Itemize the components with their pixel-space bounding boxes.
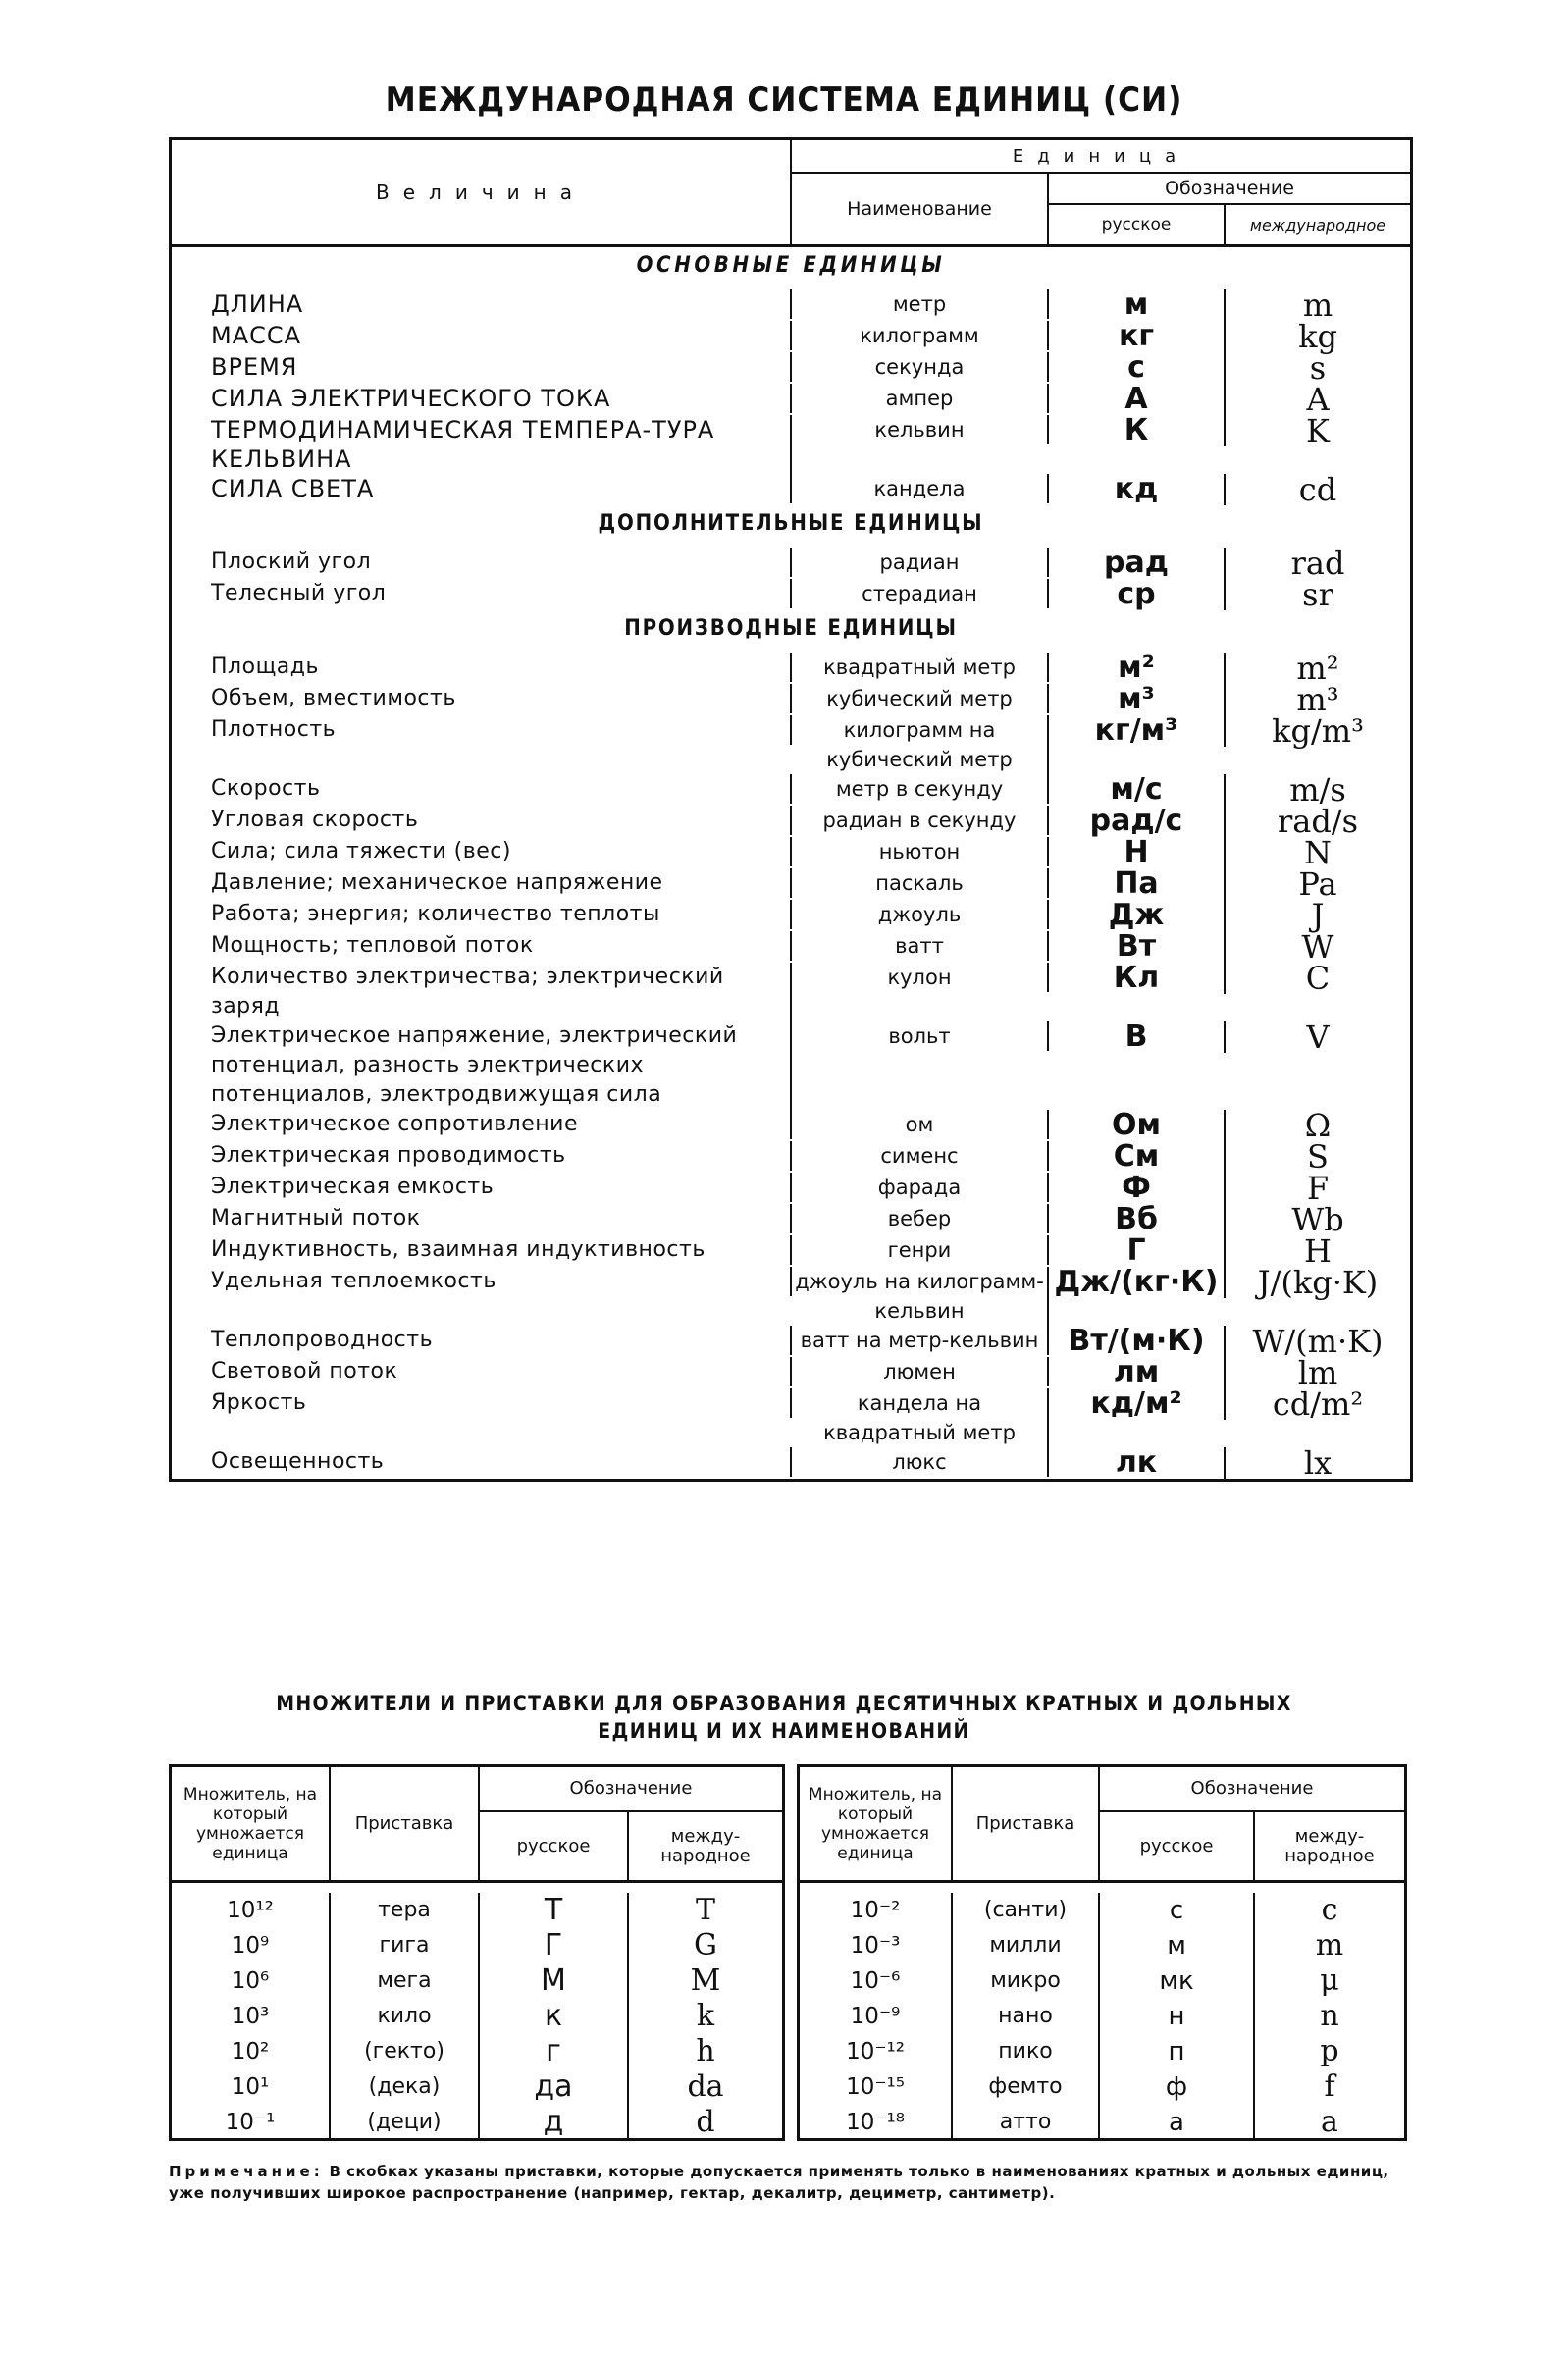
unit-name-cell: джоуль [792,900,1049,929]
unit-name-cell: генри [792,1235,1049,1265]
unit-name-cell: ватт [792,931,1049,961]
international-symbol-cell: da [687,2069,724,2104]
unit-name-cell: кандела на квадратный метр [792,1388,1049,1447]
quantity-cell: Яркость [172,1388,792,1418]
unit-name-cell: метр в секунду [792,774,1049,804]
international-symbol-cell: s [1309,349,1327,387]
prefix-name-cell: гига [331,1928,480,1963]
russian-symbol-cell: мк [1100,1963,1255,1999]
table-row [172,928,1410,966]
quantity-cell: Электрическое сопротивление [172,1110,792,1139]
international-symbol-cell: V [1306,1019,1330,1056]
table-row [172,545,1410,582]
russian-symbol-cell: Г [480,1928,629,1963]
international-symbol-cell: kg [1298,318,1337,355]
unit-name-cell: кандела [792,474,1049,503]
header-unit: Единица [792,140,1410,174]
footnote-text: В скобках указаны приставки, которые допускается применять только в наименованиях кратных и дольных единиц, уже получивших широкое распространение (например, гектар, декалитр, дециметр, сантиметр). [169,2163,1389,2202]
table-row [172,381,1410,418]
header-designation: Обозначение [1049,174,1410,205]
russian-symbol-cell: н [1100,1999,1255,2034]
unit-name-cell: ньютон [792,837,1049,866]
unit-name-cell: килограмм на кубический метр [792,715,1049,774]
prefix-name-cell: (дека) [331,2069,480,2105]
international-symbol-cell: J/(kg·K) [1257,1264,1379,1301]
table-row [172,681,1410,718]
header-multiplier: Множитель, на который умножается единица [800,1767,953,1880]
header-multiplier: Множитель, на который умножается единица [172,1767,331,1880]
quantity-cell: ТЕРМОДИНАМИЧЕСКАЯ ТЕМПЕРА-ТУРА КЕЛЬВИНА [172,415,792,474]
prefix-tables [169,1764,1407,2141]
russian-symbol-cell: Ом [1049,1110,1226,1141]
russian-symbol-cell: г [480,2034,629,2069]
prefix-table-right-header [800,1767,1404,1883]
header-international: международное [1249,215,1386,235]
prefix-table-left-body [172,1883,782,2140]
unit-name-cell: килограмм [792,321,1049,350]
multiplier-cell: 10⁻¹⁸ [800,2105,953,2140]
international-symbol-cell: p [1320,2034,1339,2068]
quantity-cell: Плотность [172,715,792,745]
quantity-cell: Мощность; тепловой поток [172,931,792,961]
prefix-row [172,1963,782,1999]
prefix-name-cell: (санти) [953,1893,1100,1928]
quantity-cell: Скорость [172,774,792,804]
russian-symbol-cell: да [480,2069,629,2105]
unit-name-cell: квадратный метр [792,653,1049,682]
quantity-cell: СИЛА ЭЛЕКТРИЧЕСКОГО ТОКА [172,384,792,413]
international-symbol-cell: Wb [1291,1201,1344,1238]
prefix-name-cell: нано [953,1999,1100,2034]
section-title: ОСНОВНЫЕ ЕДИНИЦЫ [636,253,946,278]
unit-name-cell: кулон [792,963,1049,992]
table-row [172,318,1410,355]
table-row [172,897,1410,934]
international-symbol-cell: h [696,2034,715,2068]
russian-symbol-cell: Па [1049,868,1226,900]
russian-symbol-cell: д [480,2105,629,2140]
unit-name-cell: радиан [792,548,1049,577]
unit-name-cell: джоуль на килограмм-кельвин [792,1267,1049,1326]
multiplier-cell: 10³ [172,1999,331,2034]
prefix-table-right-body [800,1883,1404,2140]
russian-symbol-cell: с [1100,1893,1255,1928]
table-row [172,471,1410,508]
quantity-cell: Электрическая проводимость [172,1141,792,1171]
prefix-row [800,2069,1404,2105]
russian-symbol-cell: м/с [1049,774,1226,806]
table-row [172,650,1410,687]
prefix-name-cell: атто [953,2105,1100,2140]
section-spacer [172,540,1410,548]
quantity-cell: Количество электричества; электрический заряд [172,963,792,1021]
table-row [172,287,1410,324]
prefix-row [800,1928,1404,1963]
header-international: между-народное [1284,1825,1375,1866]
quantity-cell: ВРЕМЯ [172,352,792,382]
quantity-cell: Магнитный поток [172,1204,792,1233]
unit-name-cell: ом [792,1110,1049,1139]
multiplier-cell: 10¹² [172,1893,331,1928]
quantity-cell: Световой поток [172,1357,792,1386]
footnote-label: Примечание: [169,2163,324,2180]
international-symbol-cell: H [1304,1232,1332,1270]
prefix-name-cell: кило [331,1999,480,2034]
international-symbol-cell: m [1302,287,1333,324]
international-symbol-cell: μ [1320,1963,1339,1998]
international-symbol-cell: M [690,1963,721,1998]
section-spacer [172,645,1410,653]
section-title: ПРОИЗВОДНЫЕ ЕДИНИЦЫ [624,616,958,641]
international-symbol-cell: k [696,1999,715,2033]
header-prefix: Приставка [953,1767,1100,1880]
unit-name-cell: вольт [792,1021,1049,1051]
international-symbol-cell: d [696,2105,715,2139]
russian-symbol-cell: В [1049,1021,1226,1053]
multiplier-cell: 10⁻² [800,1893,953,1928]
prefix-name-cell: пико [953,2034,1100,2069]
russian-symbol-cell: Н [1049,837,1226,868]
international-symbol-cell: T [695,1893,715,1927]
russian-symbol-cell: кд/м² [1049,1388,1226,1420]
prefix-table-left-header [172,1767,782,1883]
multiplier-cell: 10⁶ [172,1963,331,1999]
multiplier-cell: 10² [172,2034,331,2069]
table-row [172,1232,1410,1270]
international-symbol-cell: m³ [1296,681,1339,718]
unit-name-cell: сименс [792,1141,1049,1171]
russian-symbol-cell: Кл [1049,963,1226,994]
russian-symbol-cell: рад/с [1049,806,1226,837]
international-symbol-cell: W/(m·K) [1252,1323,1384,1360]
table-row [172,1170,1410,1207]
prefix-row [800,1893,1404,1928]
unit-name-cell: кельвин [792,415,1049,444]
russian-symbol-cell: лм [1049,1357,1226,1388]
quantity-cell: СИЛА СВЕТА [172,474,792,503]
international-symbol-cell: n [1320,1999,1339,2033]
header-russian: русское [1100,1812,1255,1880]
russian-symbol-cell: кг [1049,321,1226,352]
table-row [172,865,1410,903]
table-row [172,1354,1410,1391]
prefix-title-line-1: МНОЖИТЕЛИ И ПРИСТАВКИ ДЛЯ ОБРАЗОВАНИЯ ДЕСЯТИЧНЫХ КРАТНЫХ И ДОЛЬНЫХ [276,1692,1292,1715]
international-symbol-cell: K [1306,412,1330,449]
russian-symbol-cell: Вт/(м·К) [1049,1326,1226,1357]
unit-name-cell: секунда [792,352,1049,382]
page-title: МЕЖДУНАРОДНАЯ СИСТЕМА ЕДИНИЦ (СИ) [385,80,1183,120]
header-russian: русское [1049,205,1226,244]
multiplier-cell: 10⁻¹⁵ [800,2069,953,2105]
table-row [172,1323,1410,1360]
si-table-body [172,247,1410,1482]
russian-symbol-cell: ф [1100,2069,1255,2105]
international-symbol-cell: m/s [1289,771,1346,809]
international-symbol-cell: J [1311,897,1325,934]
prefix-row [172,1893,782,1928]
table-row [172,349,1410,387]
russian-symbol-cell: м [1100,1928,1255,1963]
unit-name-cell: метр [792,289,1049,319]
quantity-cell: Удельная теплоемкость [172,1267,792,1296]
table-row [172,1107,1410,1144]
section-title: ДОПОЛНИТЕЛЬНЫЕ ЕДИНИЦЫ [598,511,984,536]
header-prefix: Приставка [331,1767,480,1880]
table-row [172,576,1410,613]
russian-symbol-cell: Вб [1049,1204,1226,1235]
international-symbol-cell: N [1304,834,1332,871]
multiplier-cell: 10¹ [172,2069,331,2105]
russian-symbol-cell: Т [480,1893,629,1928]
table-row [172,1201,1410,1238]
international-symbol-cell: cd/m² [1272,1386,1364,1423]
multiplier-cell: 10⁹ [172,1928,331,1963]
unit-name-cell: фарада [792,1173,1049,1202]
quantity-cell: Объем, вместимость [172,684,792,713]
quantity-cell: Электрическая емкость [172,1173,792,1202]
prefix-row [172,2105,782,2140]
prefix-title-line-2: ЕДИНИЦ И ИХ НАИМЕНОВАНИЙ [598,1719,970,1743]
prefix-name-cell: микро [953,1963,1100,1999]
prefix-section-title [78,1690,1490,1745]
international-symbol-cell: rad/s [1277,803,1359,840]
prefix-name-cell: тера [331,1893,480,1928]
prefix-name-cell: (деци) [331,2105,480,2140]
quantity-cell: Угловая скорость [172,806,792,835]
russian-symbol-cell: с [1049,352,1226,384]
unit-name-cell: паскаль [792,868,1049,898]
section-spacer [172,282,1410,289]
multiplier-cell: 10⁻¹ [172,2105,331,2140]
russian-symbol-cell: Дж [1049,900,1226,931]
unit-name-cell: люкс [792,1447,1049,1477]
unit-name-cell: стерадиан [792,579,1049,608]
quantity-cell: Теплопроводность [172,1326,792,1355]
prefix-table-right [797,1764,1407,2141]
international-symbol-cell: C [1305,960,1331,997]
russian-symbol-cell: М [480,1963,629,1999]
prefix-name-cell: мега [331,1963,480,1999]
russian-symbol-cell: кд [1049,474,1226,505]
unit-name-cell: ампер [792,384,1049,413]
table-row [172,1444,1410,1482]
quantity-cell: Давление; механическое напряжение [172,868,792,898]
table-row [172,1264,1410,1326]
russian-symbol-cell: кг/м³ [1049,715,1226,747]
table-row [172,1138,1410,1176]
multiplier-cell: 10⁻⁹ [800,1999,953,2034]
prefix-row [800,2034,1404,2069]
multiplier-cell: 10⁻⁶ [800,1963,953,1999]
prefix-row [172,1999,782,2034]
quantity-cell: Освещенность [172,1447,792,1477]
table-row [172,412,1410,474]
table-row [172,771,1410,809]
prefix-name-cell: (гекто) [331,2034,480,2069]
unit-name-cell: вебер [792,1204,1049,1233]
quantity-cell: МАССА [172,321,792,350]
international-symbol-cell: lm [1297,1354,1338,1391]
russian-symbol-cell: к [480,1999,629,2034]
russian-symbol-cell: лк [1049,1447,1226,1479]
international-symbol-cell: W [1301,928,1334,966]
russian-symbol-cell: п [1100,2034,1255,2069]
si-units-table [169,137,1413,1482]
table-row [172,960,1410,1021]
table-row [172,1021,1410,1110]
multiplier-cell: 10⁻³ [800,1928,953,1963]
unit-name-cell: радиан в секунду [792,806,1049,835]
russian-symbol-cell: К [1049,415,1226,446]
international-symbol-cell: sr [1302,576,1333,613]
international-symbol-cell: G [694,1928,717,1962]
international-symbol-cell: A [1306,381,1330,418]
russian-symbol-cell: Г [1049,1235,1226,1267]
unit-name-cell: люмен [792,1357,1049,1386]
header-russian: русское [480,1812,629,1880]
international-symbol-cell: m [1315,1928,1344,1962]
multiplier-cell: 10⁻¹² [800,2034,953,2069]
prefix-name-cell: фемто [953,2069,1100,2105]
quantity-cell: Работа; энергия; количество теплоты [172,900,792,929]
header-designation: Обозначение [480,1767,782,1812]
prefix-row [172,2034,782,2069]
quantity-cell: Сила; сила тяжести (вес) [172,837,792,866]
international-symbol-cell: c [1321,1893,1338,1927]
international-symbol-cell: f [1324,2069,1335,2104]
international-symbol-cell: Pa [1298,865,1337,903]
international-symbol-cell: S [1307,1138,1329,1176]
header-designation: Обозначение [1100,1767,1404,1812]
quantity-cell: Электрическое напряжение, электрический потенциал, разность электрических потенциалов, электродвижущая сила [172,1021,792,1110]
table-row [172,1388,1410,1447]
footnote [169,2161,1407,2204]
quantity-cell: Плоский угол [172,548,792,577]
international-symbol-cell: Ω [1304,1107,1332,1144]
russian-symbol-cell: Ф [1049,1173,1226,1204]
prefix-table-left [169,1764,785,2141]
header-international: между-народное [660,1825,751,1866]
quantity-cell: Индуктивность, взаимная индуктивность [172,1235,792,1265]
quantity-cell: Телесный угол [172,579,792,608]
international-symbol-cell: m² [1296,650,1339,687]
header-name: Наименование [792,174,1049,244]
russian-symbol-cell: рад [1049,548,1226,579]
table-row [172,803,1410,840]
russian-symbol-cell: м² [1049,653,1226,684]
quantity-cell: Площадь [172,653,792,682]
russian-symbol-cell: а [1100,2105,1255,2140]
prefix-row [172,1928,782,1963]
table-row [172,712,1410,774]
prefix-row [800,1963,1404,1999]
prefix-row [172,2069,782,2105]
international-symbol-cell: lx [1303,1444,1333,1482]
si-table-header [172,140,1410,247]
header-quantity: Величина [172,140,792,244]
table-row [172,834,1410,871]
international-symbol-cell: rad [1290,545,1345,582]
international-symbol-cell: kg/m³ [1272,712,1364,750]
prefix-name-cell: милли [953,1928,1100,1963]
russian-symbol-cell: См [1049,1141,1226,1173]
russian-symbol-cell: м³ [1049,684,1226,715]
international-symbol-cell: a [1321,2105,1338,2139]
quantity-cell: ДЛИНА [172,289,792,319]
russian-symbol-cell: Вт [1049,931,1226,963]
international-symbol-cell: cd [1298,471,1337,508]
prefix-row [800,2105,1404,2140]
prefix-row [800,1999,1404,2034]
russian-symbol-cell: Дж/(кг·К) [1049,1267,1226,1298]
russian-symbol-cell: А [1049,384,1226,415]
russian-symbol-cell: ср [1049,579,1226,610]
unit-name-cell: ватт на метр-кельвин [792,1326,1049,1355]
unit-name-cell: кубический метр [792,684,1049,713]
russian-symbol-cell: м [1049,289,1226,321]
international-symbol-cell: F [1306,1170,1330,1207]
